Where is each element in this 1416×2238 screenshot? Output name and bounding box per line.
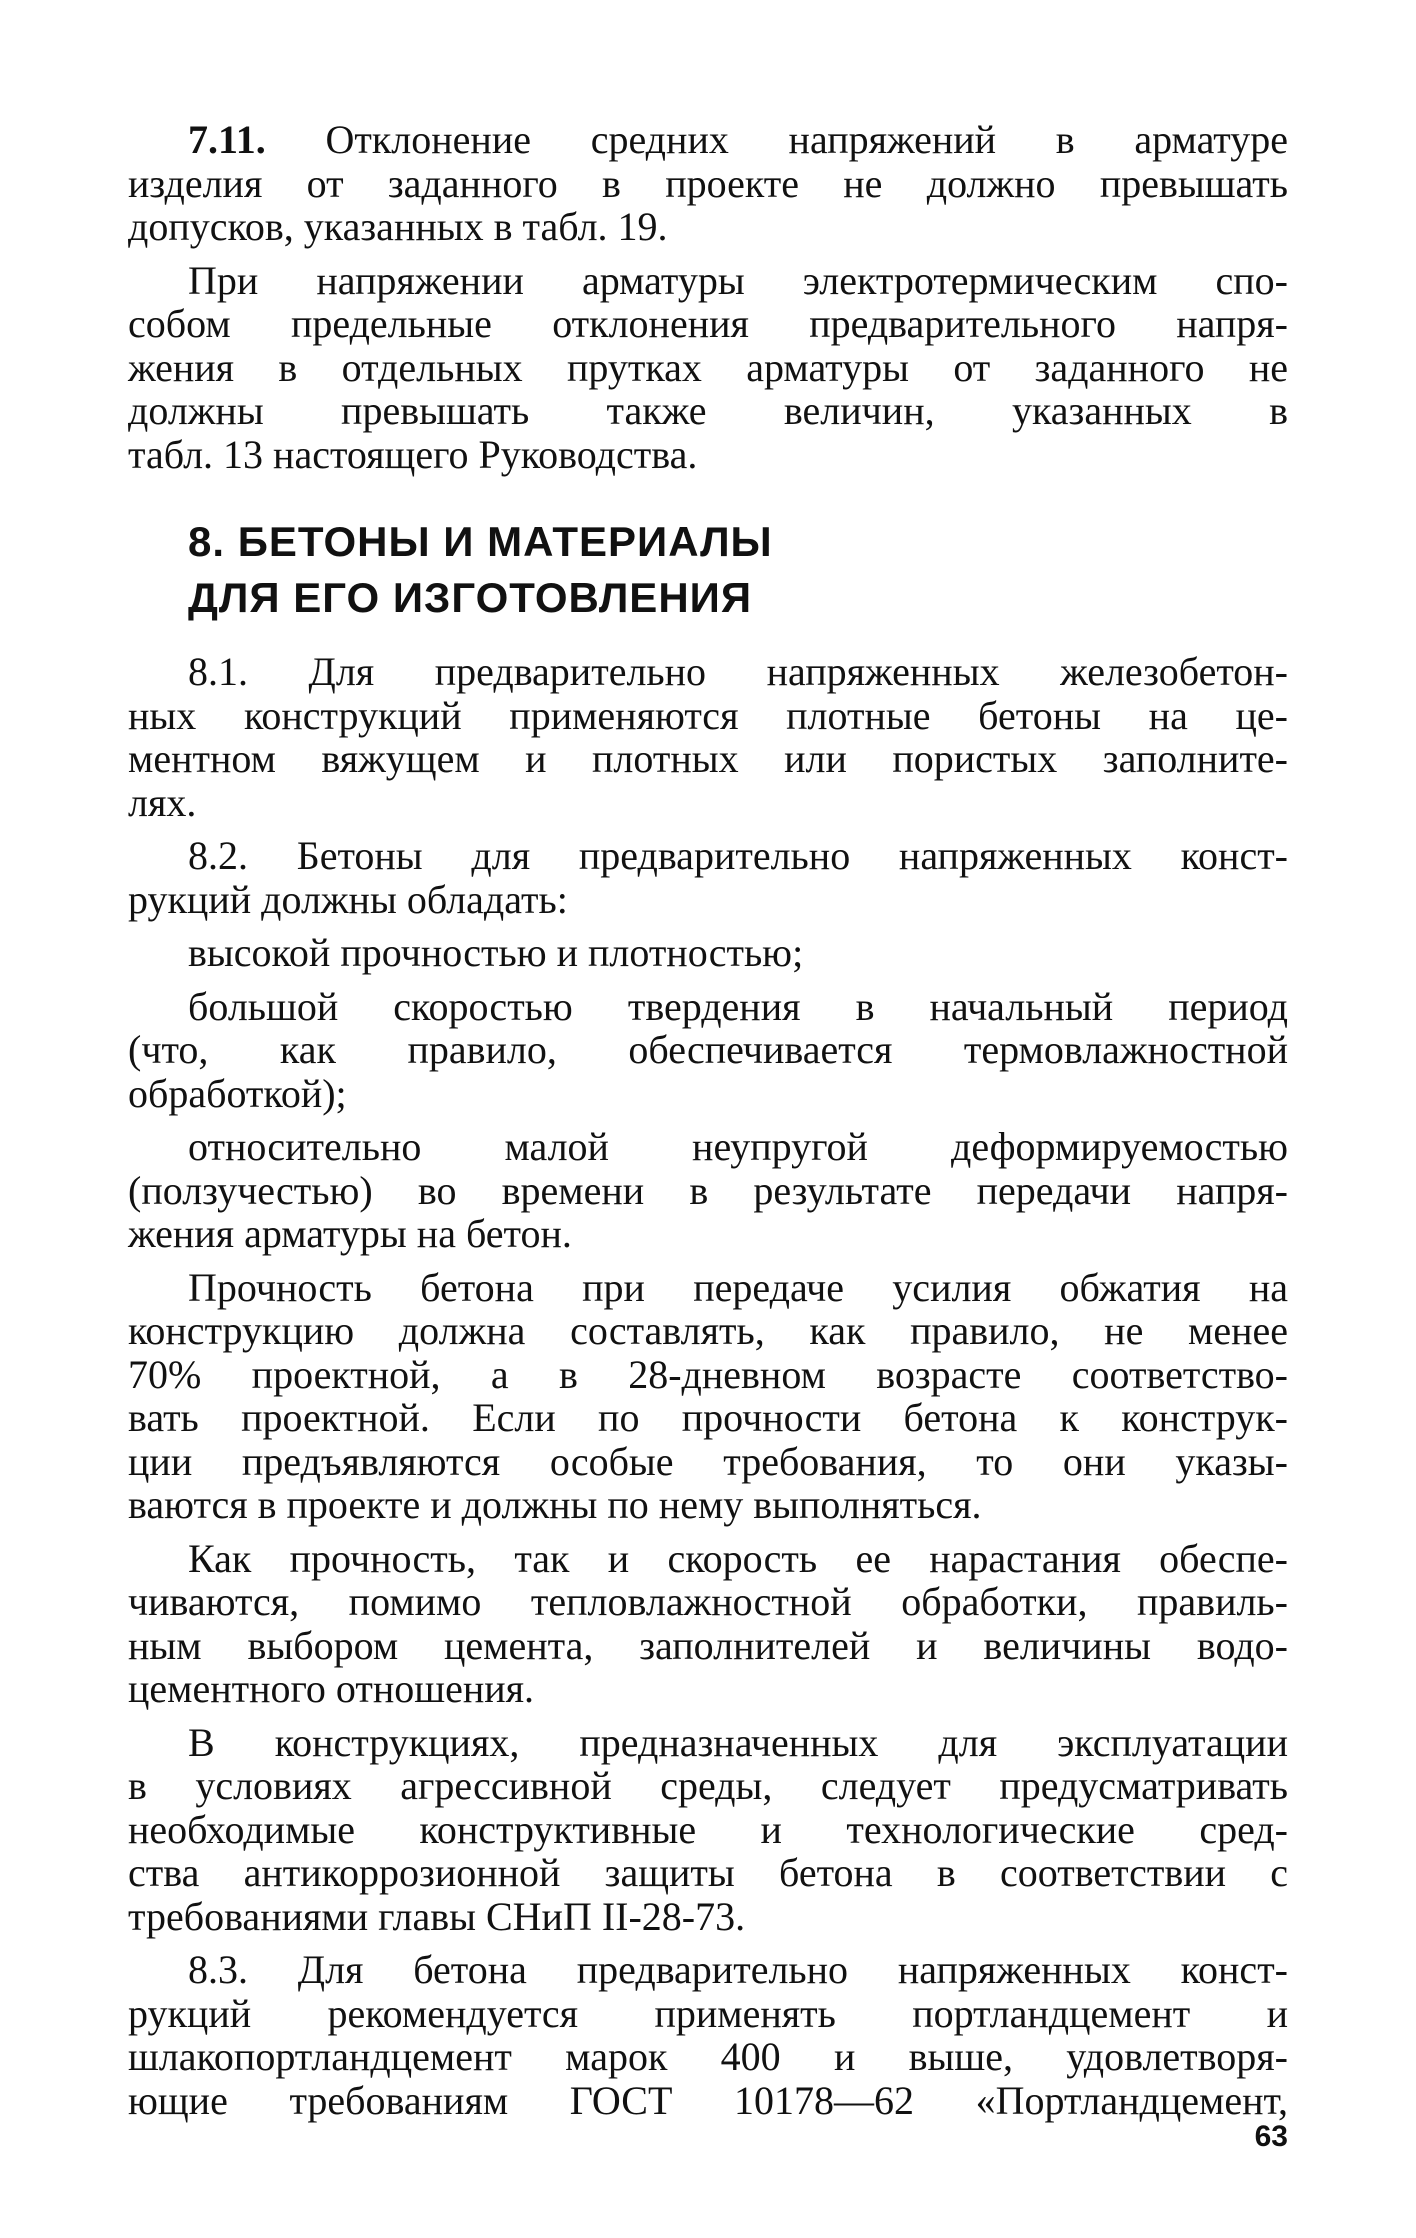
text-line: ным выбором цемента, заполнителей и величины водо- (128, 1622, 1288, 1668)
text-line: рукций должны обладать: (128, 876, 568, 922)
text-line: рукций рекомендуется применять портландцемент и (128, 1990, 1288, 2036)
text-line: чиваются, помимо тепловлажностной обработки, правиль- (128, 1579, 1288, 1624)
paragraph-8-2-item-b (128, 985, 1288, 1116)
paragraph-8-2-item-c (128, 1125, 1288, 1256)
text-line: 70% проектной, а в 28-дневном возрасте соответство- (128, 1351, 1288, 1397)
text-line: жения в отдельных прутках арматуры от заданного не (128, 344, 1288, 390)
paragraph-8-1 (128, 650, 1288, 824)
document-page (128, 118, 1288, 2132)
text-line: ваются в проекте и должны по нему выполняться. (128, 1482, 982, 1527)
page-number: 63 (1254, 2120, 1288, 2153)
text-line: шлакопортландцемент марок 400 и выше, удовлетворя- (128, 2034, 1288, 2079)
text-line: должны превышать также величин, указанных в (128, 388, 1288, 433)
text-line: ства антикоррозионной защиты бетона в соответствии с (128, 1850, 1288, 1895)
text-line: табл. 13 настоящего Руководства. (128, 431, 698, 477)
section-heading (188, 514, 1288, 626)
text-line: вать проектной. Если по прочности бетона к конструк- (128, 1395, 1288, 1440)
text-line: относительно малой неупругой деформируемостью (188, 1124, 1288, 1169)
text-line: Как прочность, так и скорость ее нарастания обеспе- (188, 1535, 1288, 1581)
text-line: При напряжении арматуры электротермическим спо- (188, 257, 1288, 303)
text-line: В конструкциях, предназначенных для эксплуатации (188, 1719, 1288, 1765)
text-line: высокой прочностью и плотностью; (188, 930, 804, 975)
heading-line: ДЛЯ ЕГО ИЗГОТОВЛЕНИЯ (188, 574, 753, 621)
text-line: (ползучестью) во времени в результате передачи напря- (128, 1167, 1288, 1213)
clause-number: 7.11. (188, 117, 266, 162)
text-line: в условиях агрессивной среды, следует предусматривать (128, 1763, 1288, 1808)
text-line (128, 118, 1288, 162)
text-line: ментном вяжущем и плотных или пористых заполните- (128, 736, 1288, 781)
text-line: лях. (128, 779, 197, 825)
text-line: большой скоростью твердения в начальный период (188, 983, 1288, 1029)
text-line: ции предъявляются особые требования, то они указы- (128, 1438, 1288, 1484)
heading-line: 8. БЕТОНЫ И МАТЕРИАЛЫ (188, 518, 773, 565)
text-line: цементного отношения. (128, 1666, 535, 1711)
paragraph-8-2-speed (128, 1537, 1288, 1711)
text-line: необходимые конструктивные и технологические сред- (128, 1806, 1288, 1852)
text-line: 8.1. Для предварительно напряженных железобетон- (188, 649, 1288, 694)
text-line: допусков, указанных в табл. 19. (128, 204, 668, 249)
text-line: требованиями главы СНиП II-28-73. (128, 1893, 746, 1939)
text-line: ных конструкций применяются плотные бетоны на це- (128, 692, 1288, 738)
paragraph-8-3 (128, 1948, 1288, 2122)
paragraph-8-2-strength (128, 1266, 1288, 1527)
text-line: 8.2. Бетоны для предварительно напряженных конст- (188, 833, 1288, 878)
text-line: 8.3. Для бетона предварительно напряженных конст- (188, 1947, 1288, 1992)
text-fragment: Отклонение средних напряжений в арматуре (265, 117, 1288, 162)
paragraph-8-2 (128, 834, 1288, 921)
text-line: собом предельные отклонения предварительного напря- (128, 301, 1288, 346)
paragraph-8-2-item-a (128, 931, 1288, 975)
paragraph-8-2-corrosion (128, 1721, 1288, 1939)
text-line: изделия от заданного в проекте не должно превышать (128, 160, 1288, 206)
text-line: конструкцию должна составлять, как правило, не менее (128, 1308, 1288, 1353)
paragraph-7-11-continued (128, 259, 1288, 477)
text-line: обработкой); (128, 1070, 347, 1116)
paragraph-7-11 (128, 118, 1288, 249)
text-line: ющие требованиям ГОСТ 10178—62 «Портландцемент, (128, 2077, 1288, 2123)
text-line: (что, как правило, обеспечивается термовлажностной (128, 1027, 1288, 1072)
text-line: жения арматуры на бетон. (128, 1211, 572, 1256)
text-line: Прочность бетона при передаче усилия обжатия на (188, 1264, 1288, 1310)
